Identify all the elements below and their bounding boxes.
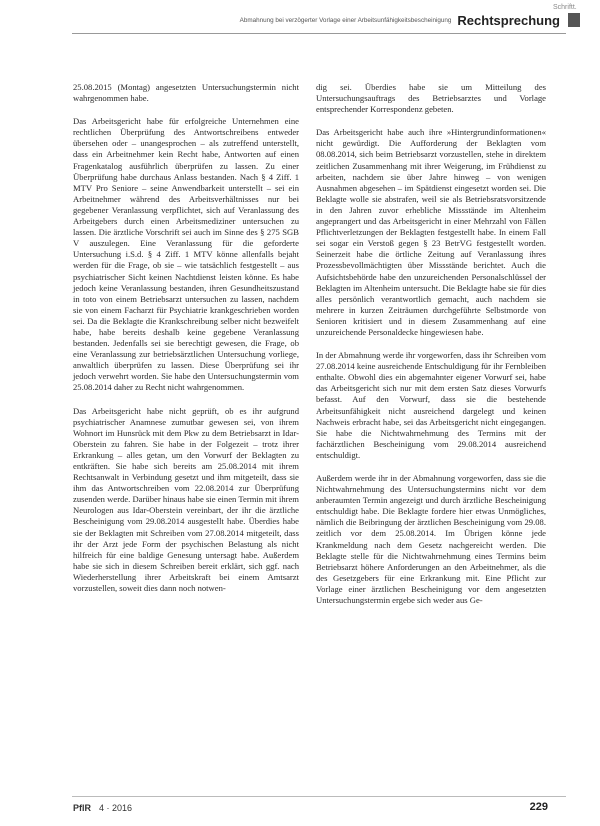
- footer-journal: [73, 803, 132, 813]
- section-marker: [568, 13, 580, 27]
- paragraph: 25.08.2015 (Montag) angesetzten Untersuchungstermin nicht wahrgenommen habe.: [73, 82, 299, 104]
- paragraph: dig sei. Überdies habe sie um Mitteilung des Untersuchungsauftrags des Betriebsarztes und Vorlage entsprechender Korrespondenz gebeten.: [316, 82, 546, 115]
- running-header: [72, 9, 580, 31]
- section-title: Rechtsprechung: [457, 12, 560, 28]
- journal-name: PflR: [73, 803, 91, 813]
- paragraph: In der Abmahnung werde ihr vorgeworfen, dass ihr Schreiben vom 27.08.2014 keine ausreichende Entschuldigung für ihr Fernbleiben enthalte. Obwohl dies ein abgemahnter eigener Vorwurf sei, habe das Arbeitsgericht sich nur mit dem ersten Satz dieses Vorwurfs befasst. Auf den Vorwurf, dass sie die bestehende Arbeitsunfähigkeit nicht ausreichend dargelegt und keinen Nachweis erbracht habe, sei das Arbeitsgericht nicht eingegangen. Sie habe die Nichtwahrnehmung des Termins mit der fachärztlichen Bescheinigung vom 29.08.2014 ausreichend entschuldigt.: [316, 350, 546, 460]
- paragraph: Das Arbeitsgericht habe auch ihre »Hintergrundinformationen« nicht gewürdigt. Die Aufforderung der Beklagten vom 08.08.2014, sich beim Betriebsarzt vorzustellen, stehe in direktem zeitlichen Zusammenhang mit ihrer Weigerung, im Frühdienst zu arbeiten, nachdem sie über Jahre hinweg – von wenigen Ausnahmen abgesehen – im Spätdienst eingesetzt worden sei. Die Beklagte wolle sie abstrafen, weil sie als Betriebsratsvorsitzende in den Jahren zuvor erhebliche Missstände im Altenheim angeprangert und das Arbeitsgericht in einer Mehrzahl von Fällen Pflichtverletzungen der Beklagten festgestellt habe. In einem Fall sei sogar ein Verstoß gegen § 23 BetrVG festgestellt worden. Seinerzeit habe die örtliche Zeitung auf Veranlassung ihres Prozessbevollmächtigten über Missstände berichtet. Auch die Aufsichtsbehörde habe den unzureichenden Personalschlüssel der Beklagten im Altenheim untersucht. Die Beklagte habe sie für dies alles persönlich verantwortlich gemacht, auch nachdem sie mehrere in kurzen Zeiträumen durchgeführte Selbstmorde von Senioren kritisiert und in diesem Zusammenhang auf eine unzureichende Personaldecke hingewiesen habe.: [316, 127, 546, 337]
- journal-issue: 4 · 2016: [99, 803, 133, 813]
- paragraph: Außerdem werde ihr in der Abmahnung vorgeworfen, dass sie die Nichtwahrnehmung des Untersuchungstermins nicht vor dem anberaumten Termin angezeigt und durch ärztliche Bescheinigung entschuldigt habe. Die Beklagte fordere hier etwas Unmögliches, nämlich die Beibringung der ärztlichen Bescheinigung vom 29.08. zeitlich vor dem 25.08.2014. Im Übrigen könne jede Krankmeldung nach dem Gesetz nachgereicht werden. Die Beklagte stelle für die Nichtwahrnehmung eines Termins beim Betriebsarzt höhere Anforderungen an den Arbeitnehmer, als die des Gesetzgebers für eine Erkrankung mit. Eine Pflicht zur Vorlage einer ärztlichen Bescheinigung vor dem angesetzten Untersuchungstermin ergebe sich weder aus Ge-: [316, 473, 546, 606]
- page-number: 229: [529, 801, 548, 813]
- paragraph: Das Arbeitsgericht habe für erfolgreiche Unternehmen eine rechtlichen Überprüfung des Antwortschreibens entweder übersehen oder – unangesprochen – als zutreffend unterstellt, dass ein Arbeitnehmer kein Recht habe, Antworten auf einen Fragenkatalog ausführlich überprüfen zu lassen. Zu einer Überprüfung habe durchaus Anlass bestanden. Nach § 4 Ziff. 1 MTV Pro Seniore – seine Anwendbarkeit unterstellt – sei ein Arbeitnehmer während des Arbeitsverhältnisses nur bei gegebener Veranlassung verpflichtet, sich auf Veranlassung des Arbeitgebers durch einen Arbeitsmediziner untersuchen zu lassen. Die ärztliche Vorschrift sei auch im Sinne des § 275 SGB V auszulegen. Eine Veranlassung für die geforderte Untersuchung i.S.d. § 4 Ziff. 1 MTV könne allenfalls bejaht werden für die Frage, ob sie – wie tatsächlich festgestellt – aus psychiatrischer Sicht keinen Nachtdienst leisten könne. Es habe jedoch keine Veranlassung bestanden, ihren Gesundheitszustand in toto von einem Betriebsarzt untersuchen zu lassen, nachdem sie von einem Facharzt für Psychiatrie krankgeschrieben worden sei. Da die Beklagte die Krankschreibung selber nicht bezweifelt habe, habe bereits deshalb keine gegebene Veranlassung bestanden. Jedenfalls sei sie berechtigt gewesen, die Frage, ob eine Veranlassung zur betriebsärztlichen Untersuchung vorliege, anwaltlich überprüfen zu lassen. Diese Überprüfung sei ihr jedoch verwehrt worden. Sie habe den Untersuchungstermin vom 25.08.2014 daher zu Recht nicht wahrgenommen.: [73, 116, 299, 393]
- left-column: [73, 82, 299, 606]
- paragraph: Das Arbeitsgericht habe nicht geprüft, ob es ihr aufgrund psychiatrischer Anamnese zumutbar gewesen sei, von ihrem Wohnort im Hunsrück mit dem Pkw zu dem Betriebsarzt in Idar-Oberstein zu fahren. Sie habe in der Folgezeit – trotz ihrer Erkrankung – alles getan, um den Vorwurf der Beklagten zu entkräften. Sie habe sich bereits am 25.08.2014 mit ihrem Rechtsanwalt in Verbindung gesetzt und ihm mitgeteilt, dass sie ihm das Antwortschreiben vom 22.08.2014 zur Überprüfung zusenden werde. Darüber hinaus habe sie einen Termin mit ihrem Neurologen aus Idar-Oberstein vereinbart, der ihr die ärztliche Bescheinigung vom 29.08.2014 ausgestellt habe. Überdies habe sie der Beklagten mit Schreiben vom 27.08.2014 mitgeteilt, dass ihr der Arzt jede Form der psychischen Belastung als nicht hilfreich für eine baldige Genesung untersagt habe. Außerdem habe sie sich in diesem Schreiben bereit erklärt, sich ggf. nach Wiederherstellung ihrer Arbeitskraft bei einem Amtsarzt vorzustellen, soweit dies dann noch notwen-: [73, 405, 299, 594]
- page-tag: Schriftt.: [553, 4, 577, 11]
- footer-rule: [72, 796, 566, 797]
- header-subtitle: Abmahnung bei verzögerter Vorlage einer Arbeitsunfähigkeitsbescheinigung: [239, 16, 452, 24]
- header-rule: [72, 33, 566, 34]
- right-column: [316, 82, 546, 618]
